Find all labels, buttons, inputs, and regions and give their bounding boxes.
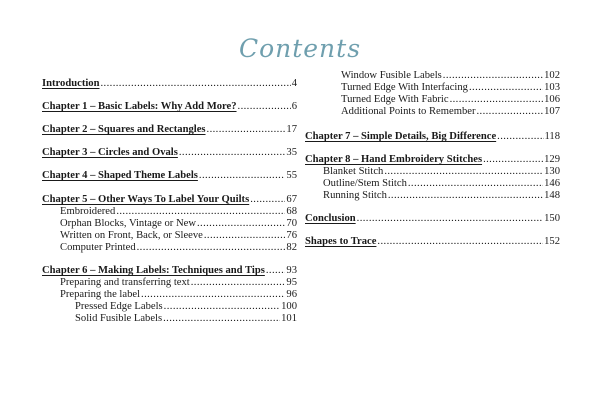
toc-subentry[interactable] — [305, 178, 560, 190]
leader-dots — [141, 289, 285, 301]
toc-entry-page: 68 — [286, 206, 297, 217]
toc-entry-page: 35 — [286, 147, 297, 158]
toc-entry-label: Pressed Edge Labels — [75, 301, 163, 312]
leader-dots — [266, 265, 286, 277]
toc-entry-page: 148 — [544, 190, 560, 201]
leader-dots — [388, 190, 543, 202]
toc-entry-page: 118 — [544, 131, 560, 142]
toc-entry-label: Chapter 7 – Simple Details, Big Difference — [305, 131, 497, 142]
toc-subsubentry[interactable] — [305, 94, 560, 106]
leader-dots — [207, 124, 286, 136]
toc-entry-label: Additional Points to Remember — [341, 106, 476, 117]
leader-dots — [199, 170, 286, 182]
toc-subsubentry[interactable] — [305, 106, 560, 118]
toc-entry-label: Shapes to Trace — [305, 236, 377, 247]
toc-entry[interactable] — [42, 101, 297, 113]
toc-entry[interactable] — [305, 236, 560, 248]
toc-entry[interactable] — [305, 154, 560, 166]
toc-subsubentry[interactable] — [305, 70, 560, 82]
toc-entry-page: 96 — [286, 289, 297, 300]
toc-entry-label: Turned Edge With Fabric — [341, 94, 449, 105]
toc-entry[interactable] — [42, 194, 297, 206]
leader-dots — [116, 206, 285, 218]
toc-entry-page: 82 — [286, 242, 297, 253]
leader-dots — [476, 106, 543, 118]
toc-entry-label: Written on Front, Back, or Sleeve — [60, 230, 203, 241]
page-title: Contents — [238, 34, 362, 63]
toc-entry-page: 101 — [281, 313, 297, 324]
toc-entry-label: Chapter 3 – Circles and Ovals — [42, 147, 178, 158]
toc-entry-label: Window Fusible Labels — [341, 70, 442, 81]
toc-entry-label: Turned Edge With Interfacing — [341, 82, 468, 93]
toc-entry-page: 102 — [544, 70, 560, 81]
toc-entry[interactable] — [42, 170, 297, 182]
toc-entry-page: 70 — [286, 218, 297, 229]
toc-entry-label: Outline/Stem Stitch — [323, 178, 407, 189]
leader-dots — [238, 101, 291, 113]
toc-subentry[interactable] — [42, 218, 297, 230]
toc-entry-label: Chapter 5 – Other Ways To Label Your Quilts — [42, 194, 250, 205]
toc-entry-label: Chapter 6 – Making Labels: Techniques and Tips — [42, 265, 265, 276]
toc-subentry[interactable] — [42, 230, 297, 242]
toc-entry[interactable] — [42, 265, 297, 277]
leader-dots — [384, 166, 543, 178]
toc-entry-page: 146 — [544, 178, 560, 189]
toc-subentry[interactable] — [42, 289, 297, 301]
toc-subentry[interactable] — [42, 242, 297, 254]
toc-subsubentry[interactable] — [305, 82, 560, 94]
toc-entry-page: 95 — [286, 277, 297, 288]
toc-entry-label: Computer Printed — [60, 242, 136, 253]
leader-dots — [408, 178, 543, 190]
leader-dots — [357, 213, 543, 225]
toc-entry-page: 6 — [291, 101, 297, 112]
leader-dots — [101, 78, 291, 90]
leader-dots — [443, 70, 543, 82]
toc-subentry[interactable] — [42, 206, 297, 218]
leader-dots — [497, 131, 543, 143]
leader-dots — [179, 147, 286, 159]
leader-dots — [191, 277, 286, 289]
toc-entry-page: 55 — [286, 170, 297, 181]
leader-dots — [377, 236, 543, 248]
toc-entry[interactable] — [42, 147, 297, 159]
toc-subentry[interactable] — [42, 277, 297, 289]
toc-entry-label: Blanket Stitch — [323, 166, 384, 177]
toc-entry-label: Solid Fusible Labels — [75, 313, 163, 324]
toc-entry[interactable] — [305, 213, 560, 225]
leader-dots — [250, 194, 285, 206]
leader-dots — [483, 154, 543, 166]
toc-entry-label: Introduction — [42, 78, 100, 89]
toc-entry[interactable] — [305, 131, 560, 143]
toc-entry-page: 107 — [544, 106, 560, 117]
toc-entry-page: 76 — [286, 230, 297, 241]
toc-entry-page: 130 — [544, 166, 560, 177]
toc-entry-page: 150 — [544, 213, 560, 224]
toc-subentry[interactable] — [305, 166, 560, 178]
toc-entry-page: 106 — [544, 94, 560, 105]
toc-subsubentry[interactable] — [42, 301, 297, 313]
toc-entry-label: Chapter 2 – Squares and Rectangles — [42, 124, 206, 135]
toc-entry-page: 100 — [281, 301, 297, 312]
toc-entry-label: Preparing the label — [60, 289, 141, 300]
toc-entry-page: 67 — [286, 194, 297, 205]
toc-entry-label: Orphan Blocks, Vintage or New — [60, 218, 196, 229]
toc-subsubentry[interactable] — [42, 313, 297, 325]
toc-entry-label: Embroidered — [60, 206, 116, 217]
toc-entry-label: Chapter 1 – Basic Labels: Why Add More? — [42, 101, 237, 112]
toc-entry-label: Preparing and transferring text — [60, 277, 190, 288]
toc-entry[interactable] — [42, 124, 297, 136]
toc-entry-page: 103 — [544, 82, 560, 93]
toc-entry-page: 4 — [291, 78, 297, 89]
leader-dots — [164, 301, 280, 313]
toc-entry-page: 152 — [544, 236, 560, 247]
toc-entry-page: 129 — [544, 154, 560, 165]
toc-entry[interactable] — [42, 78, 297, 90]
toc-entry-label: Chapter 8 – Hand Embroidery Stitches — [305, 154, 483, 165]
toc-entry-label: Chapter 4 – Shaped Theme Labels — [42, 170, 198, 181]
leader-dots — [163, 313, 280, 325]
toc-entry-page: 17 — [286, 124, 297, 135]
toc-entry-label: Conclusion — [305, 213, 356, 224]
leader-dots — [469, 82, 543, 94]
leader-dots — [450, 94, 544, 106]
toc-entry-page: 93 — [286, 265, 297, 276]
leader-dots — [137, 242, 286, 254]
toc-entry-label: Running Stitch — [323, 190, 387, 201]
leader-dots — [197, 218, 285, 230]
toc-subentry[interactable] — [305, 190, 560, 202]
leader-dots — [204, 230, 286, 242]
